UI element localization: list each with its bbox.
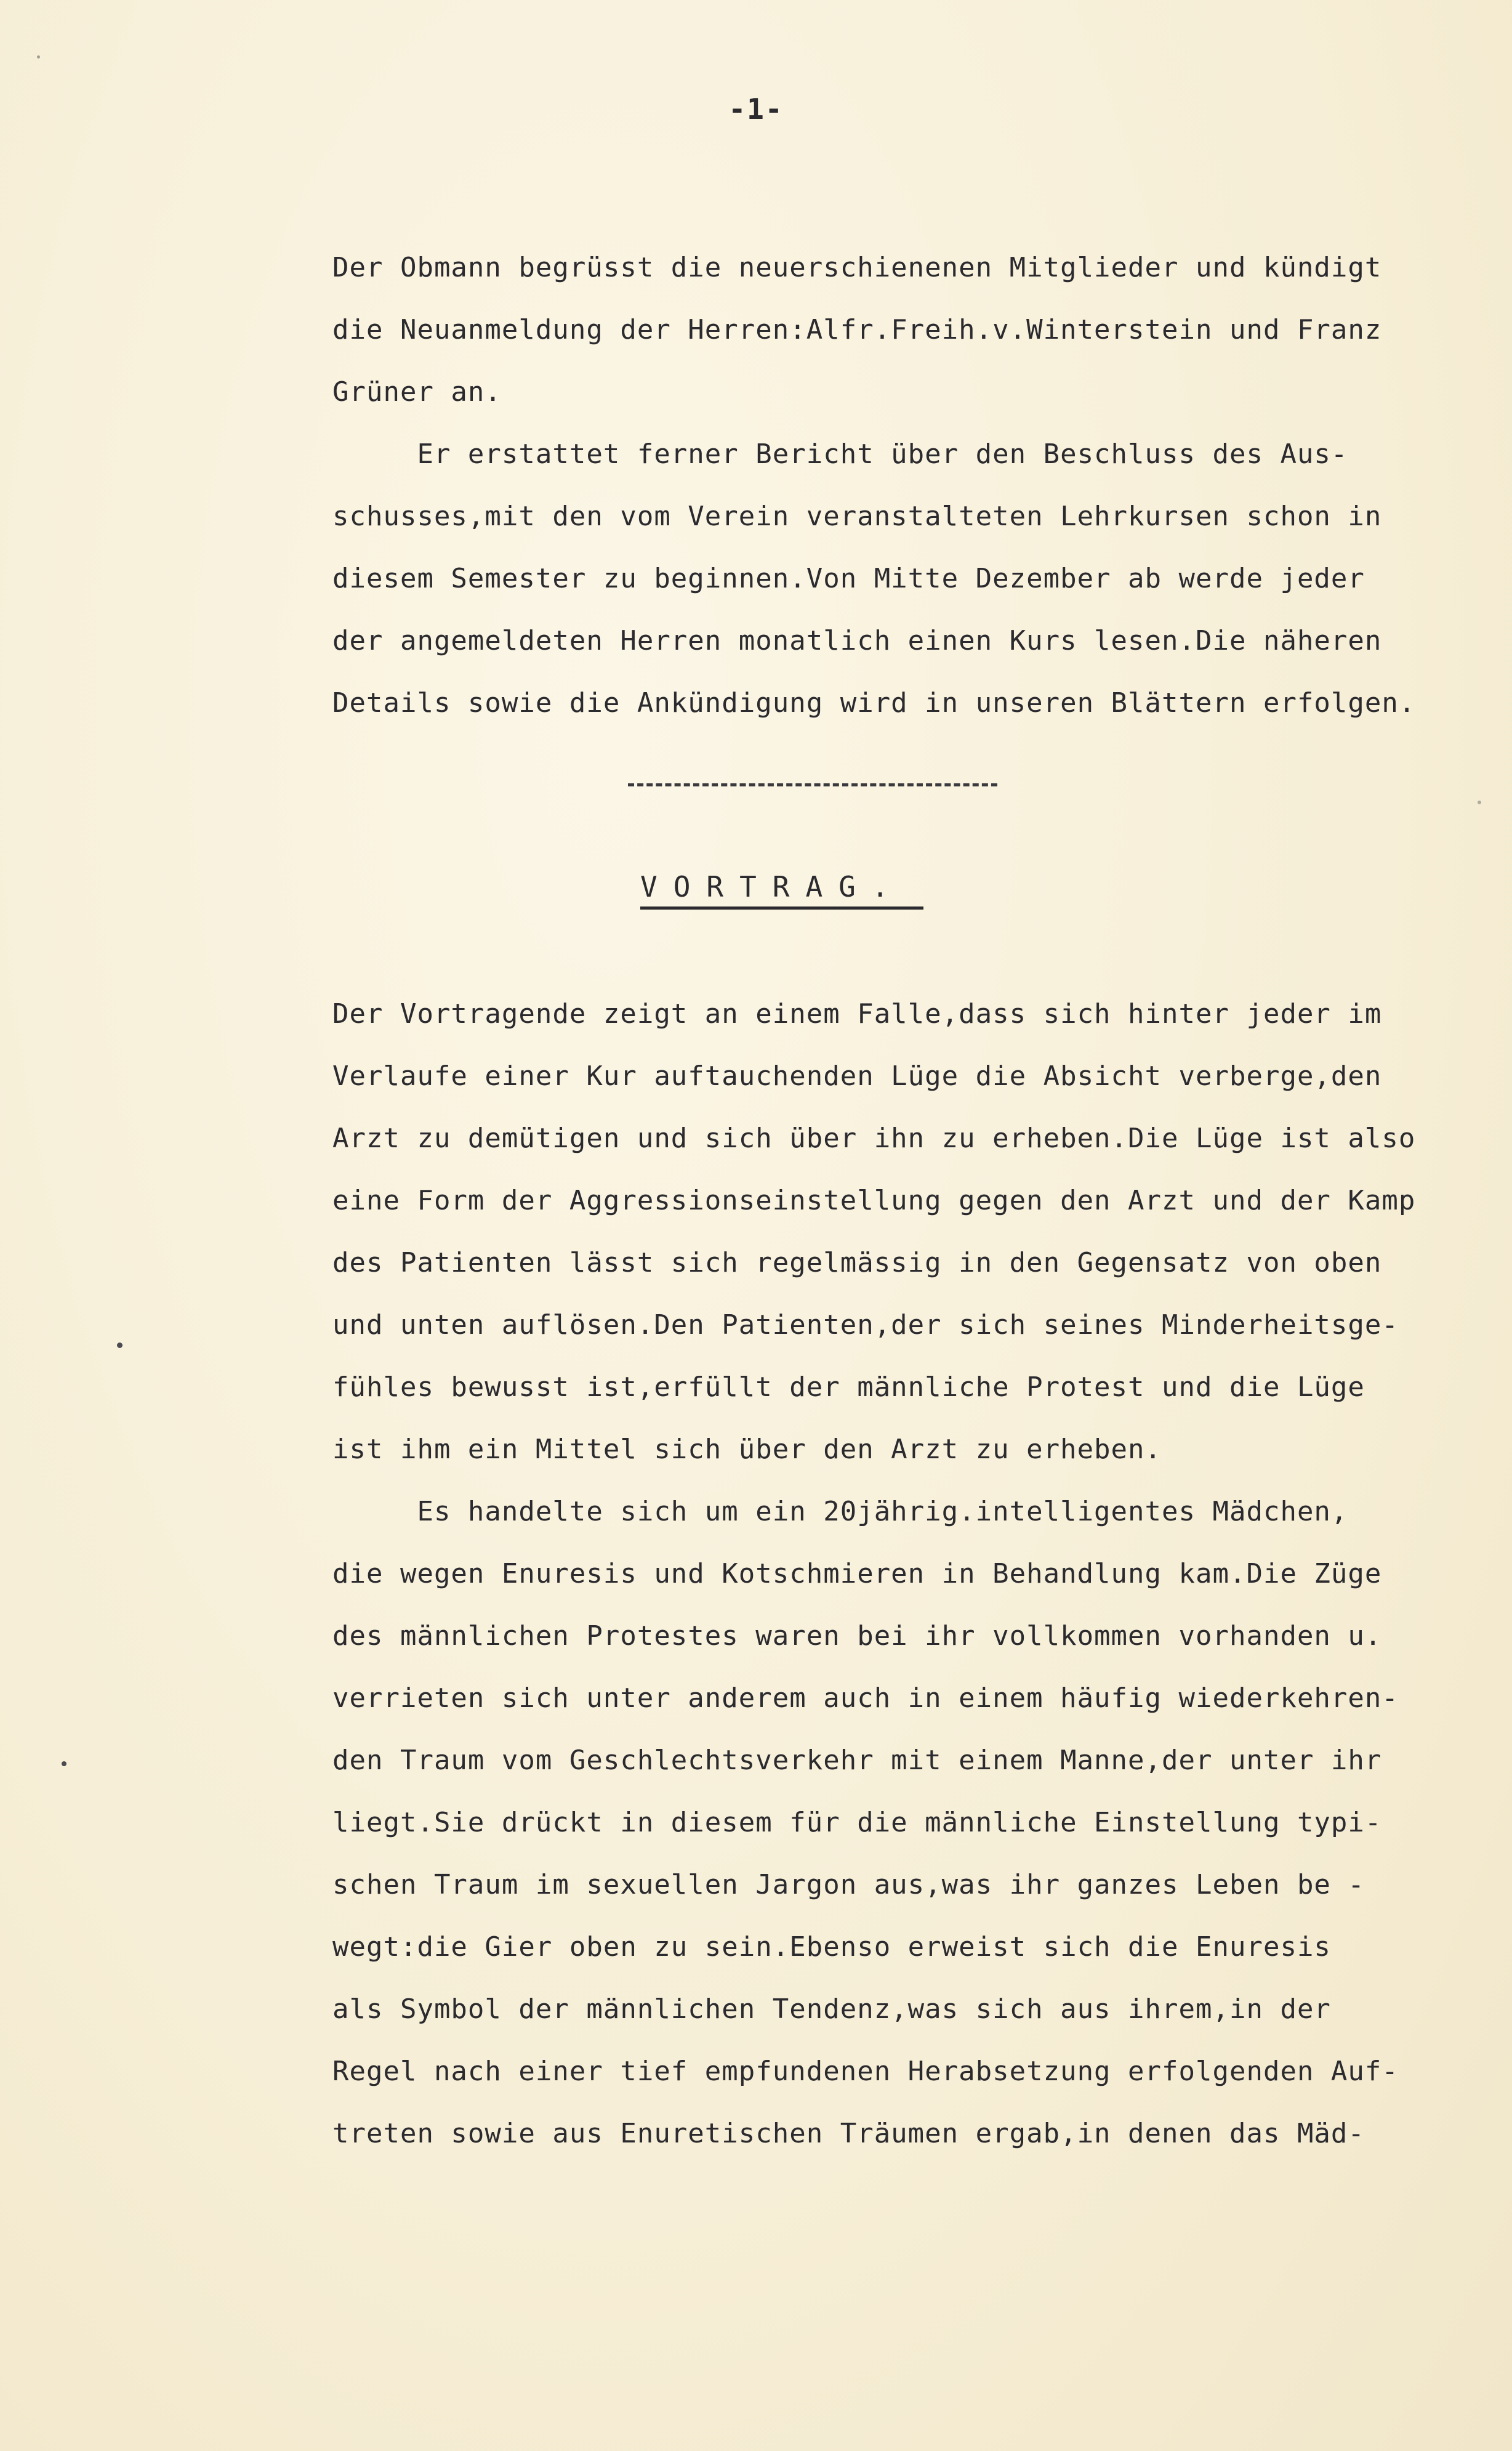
text-line: schen Traum im sexuellen Jargon aus,was ihr ganzes Leben be - (332, 1869, 1365, 1900)
text-line: Grüner an. (332, 376, 502, 408)
text-line: Verlaufe einer Kur auftauchenden Lüge die Absicht verberge,den (332, 1060, 1382, 1092)
paragraph-report (332, 423, 1502, 734)
text-line: des männlichen Protestes waren bei ihr vollkommen vorhanden u. (332, 1620, 1382, 1652)
text-line: den Traum vom Geschlechtsverkehr mit einem Manne,der unter ihr (332, 1745, 1382, 1776)
text-line: Der Obmann begrüsst die neuerschienenen Mitglieder und kündigt (332, 252, 1382, 283)
section-divider (628, 783, 997, 786)
text-line: Regel nach einer tief empfundenen Herabsetzung erfolgenden Auf- (332, 2056, 1399, 2087)
paragraph-announcement (332, 236, 1502, 423)
page-number: -1- (728, 92, 784, 126)
heading-underline (640, 907, 923, 910)
text-line: verrieten sich unter anderem auch in einem häufig wiederkehren- (332, 1682, 1399, 1714)
text-line: als Symbol der männlichen Tendenz,was sich aus ihrem,in der (332, 1993, 1331, 2025)
paragraph-lecture-intro (332, 983, 1502, 1480)
text-line: Der Vortragende zeigt an einem Falle,dass sich hinter jeder im (332, 998, 1382, 1030)
text-line: treten sowie aus Enuretischen Träumen ergab,in denen das Mäd- (332, 2118, 1365, 2149)
paper-speck (37, 55, 40, 59)
text-line: Details sowie die Ankündigung wird in unseren Blättern erfolgen. (332, 687, 1416, 719)
text-line: liegt.Sie drückt in diesem für die männliche Einstellung typi- (332, 1807, 1382, 1838)
text-line: ist ihm ein Mittel sich über den Arzt zu erheben. (332, 1434, 1162, 1465)
text-line: Es handelte sich um ein 20jährig.intelligentes Mädchen, (332, 1496, 1348, 1527)
text-line: diesem Semester zu beginnen.Von Mitte Dezember ab werde jeder (332, 563, 1365, 594)
paper-speck (1478, 801, 1481, 804)
text-line: des Patienten lässt sich regelmässig in den Gegensatz von oben (332, 1247, 1382, 1278)
text-line: die Neuanmeldung der Herren:Alfr.Freih.v.Winterstein und Franz (332, 314, 1382, 345)
paper-speck (62, 1761, 66, 1766)
text-line: fühles bewusst ist,erfüllt der männliche Protest und die Lüge (332, 1371, 1365, 1403)
text-line: und unten auflösen.Den Patienten,der sich seines Minderheitsge- (332, 1309, 1399, 1341)
text-line: Arzt zu demütigen und sich über ihn zu erheben.Die Lüge ist also (332, 1123, 1416, 1154)
section-heading: VORTRAG. (640, 870, 905, 903)
text-line: schusses,mit den vom Verein veranstalteten Lehrkursen schon in (332, 501, 1382, 532)
text-line: der angemeldeten Herren monatlich einen Kurs lesen.Die näheren (332, 625, 1382, 656)
text-line: die wegen Enuresis und Kotschmieren in Behandlung kam.Die Züge (332, 1558, 1382, 1589)
text-line: eine Form der Aggressionseinstellung gegen den Arzt und der Kamp (332, 1185, 1416, 1216)
text-line: Er erstattet ferner Bericht über den Beschluss des Aus- (332, 438, 1348, 470)
paper-speck (117, 1343, 123, 1348)
paragraph-lecture-case (332, 1480, 1502, 2165)
text-line: wegt:die Gier oben zu sein.Ebenso erweist sich die Enuresis (332, 1931, 1331, 1963)
